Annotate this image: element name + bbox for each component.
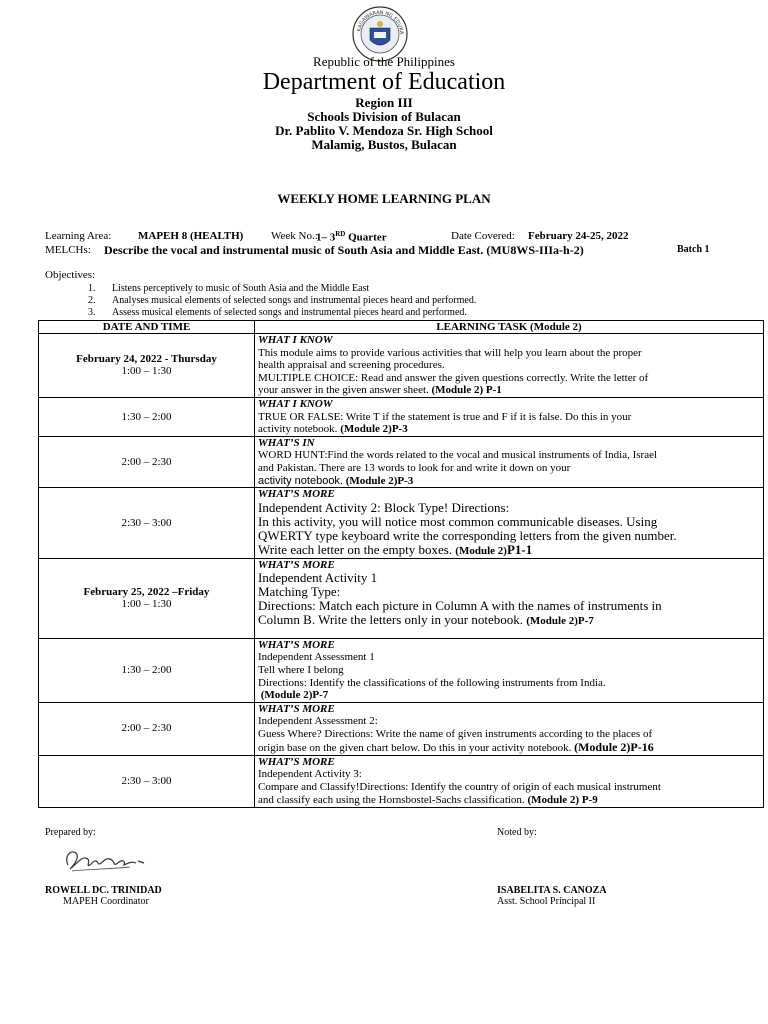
task-line: and Pakistan. There are 13 words to look for and write it down on your: [258, 461, 571, 474]
date-time-cell: [39, 755, 255, 807]
table-row: [39, 436, 764, 487]
task-line: TRUE OR FALSE: Write T if the statement is true and F if it is false. Do this in your: [258, 410, 632, 423]
task-line: origin base on the given chart below. Do this in your activity notebook. (Module 2)P-16: [258, 739, 654, 754]
date-time-cell: [39, 397, 255, 436]
module-reference: (Module 2)P-7: [526, 615, 594, 628]
task-heading: WHAT’S IN: [258, 436, 315, 449]
table-row: [39, 755, 764, 807]
task-line: Compare and Classify!Directions: Identify the country of origin of each musical instrument: [258, 780, 661, 793]
task-heading: WHAT I KNOW: [258, 334, 333, 346]
row-time: 1:00 – 1:30: [121, 598, 172, 611]
task-cell: [255, 488, 764, 559]
seal-text: KAGAWARAN NG EDUKA: [356, 9, 405, 35]
table-row: [39, 397, 764, 436]
task-line: activity notebook. (Module 2)P-3: [258, 474, 414, 487]
date-covered-label: Date Covered:: [451, 230, 515, 242]
learning-plan-table: [38, 320, 764, 808]
batch-label: Batch 1: [677, 244, 710, 255]
week-label: Week No.:: [271, 230, 318, 242]
task-line: Column B. Write the letters only in your notebook. (Module 2)P-7: [258, 612, 594, 628]
module-reference: (Module 2)P-3: [340, 423, 408, 436]
task-cell: [255, 397, 764, 436]
objectives-label: Objectives:: [45, 269, 96, 281]
module-reference: (Module 2): [455, 544, 507, 557]
task-line: Directions: Match each picture in Column A with the names of instruments in: [258, 598, 662, 614]
date-time-cell: [39, 638, 255, 702]
row-date: February 25, 2022 –Friday: [83, 585, 210, 598]
republic-line: Republic of the Philippines: [313, 54, 455, 69]
task-line: Matching Type:: [258, 584, 341, 600]
date-time-cell: [39, 436, 255, 487]
task-heading: WHAT’S MORE: [258, 638, 335, 651]
task-cell: [255, 702, 764, 755]
task-line: health appraisal and screening procedures.: [258, 359, 445, 372]
module-reference: (Module 2) P-9: [527, 793, 598, 806]
date-time-cell: [39, 702, 255, 755]
melcs-label: MELCHs:: [45, 244, 91, 256]
document-title: WEEKLY HOME LEARNING PLAN: [277, 191, 491, 206]
noted-by-role: Asst. School Principal II: [497, 896, 596, 907]
prepared-by-name: ROWELL DC. TRINIDAD: [45, 885, 162, 896]
row-time: 2:00 – 2:30: [121, 455, 172, 468]
table-row: [39, 488, 764, 559]
row-time: 1:30 – 2:00: [121, 663, 172, 676]
task-heading: WHAT I KNOW: [258, 397, 333, 410]
objective-item: 2. Analyses musical elements of selected songs and instrumental pieces heard and performed.: [88, 295, 477, 306]
task-cell: [255, 755, 764, 807]
task-line: Independent Activity 3:: [258, 768, 362, 781]
task-line: Independent Activity 2: Block Type! Directions:: [258, 499, 510, 515]
task-line: WORD HUNT:Find the words related to the vocal and musical instruments of India, Israel: [258, 449, 658, 462]
task-line: [258, 689, 760, 702]
date-time-cell: [39, 488, 255, 559]
row-time: 2:30 – 3:00: [121, 774, 172, 787]
table-row: [39, 638, 764, 702]
task-heading: WHAT’S MORE: [258, 558, 335, 571]
task-line: QWERTY type keyboard write the corresponding letters from the given number.: [258, 527, 677, 543]
row-date: February 24, 2022 - Thursday: [76, 352, 217, 365]
handwritten-signature: [60, 843, 150, 877]
task-heading: WHAT’S MORE: [258, 488, 335, 501]
objective-item: 1. Listens perceptively to music of South Asia and the Middle East: [88, 283, 370, 294]
module-reference: (Module 2) P-1: [431, 384, 502, 397]
date-time-cell: [39, 334, 255, 398]
melcs-value: Describe the vocal and instrumental music of South Asia and Middle East. (MU8WS-IIIa-h-2): [104, 243, 584, 257]
column-header-date: DATE AND TIME: [39, 321, 255, 334]
module-reference: (Module 2)P-3: [345, 474, 414, 487]
task-line: This module aims to provide various activities that will help you learn about the proper: [258, 346, 642, 359]
task-line: Independent Activity 1: [258, 570, 378, 586]
date-covered-value: February 24-25, 2022: [528, 230, 629, 242]
prepared-by-label: Prepared by:: [45, 827, 96, 838]
task-line: Write each letter on the empty boxes. (Module 2)P1-1: [258, 541, 533, 557]
address-line: Malamig, Bustos, Bulacan: [311, 137, 457, 152]
task-line: Guess Where? Directions: Write the name of given instruments according to the places of: [258, 727, 653, 740]
task-cell: [255, 558, 764, 638]
table-row: [39, 334, 764, 398]
region-line: Region III: [355, 95, 413, 110]
learning-area-value: MAPEH 8 (HEALTH): [138, 230, 244, 242]
task-line: activity notebook. (Module 2)P-3: [258, 423, 408, 436]
noted-by-name: ISABELITA S. CANOZA: [497, 885, 607, 896]
department-title: Department of Education: [262, 69, 506, 95]
task-line: In this activity, you will notice most common communicable diseases. Using: [258, 513, 658, 529]
noted-by-label: Noted by:: [497, 827, 537, 838]
task-cell: [255, 436, 764, 487]
task-cell: [255, 334, 764, 398]
task-line: Independent Assessment 2:: [258, 715, 378, 728]
task-line: and classify each using the Hornsbostel-Sachs classification. (Module 2) P-9: [258, 793, 598, 806]
date-time-cell: [39, 558, 255, 638]
column-header-task: LEARNING TASK (Module 2): [255, 321, 764, 334]
task-line: Directions: Identify the classifications of the following instruments from India.: [258, 676, 606, 689]
task-line: MULTIPLE CHOICE: Read and answer the given questions correctly. Write the letter of: [258, 371, 649, 384]
task-line: your answer in the given answer sheet. (Module 2) P-1: [258, 384, 502, 397]
row-time: 2:30 – 3:00: [121, 516, 172, 529]
task-heading: WHAT’S MORE: [258, 755, 335, 768]
week-value: 1– 3RD Quarter: [316, 230, 387, 244]
row-time: 1:30 – 2:00: [121, 410, 172, 423]
table-row: [39, 702, 764, 755]
task-line: Tell where I belong: [258, 663, 344, 676]
row-time: 1:00 – 1:30: [121, 365, 172, 378]
module-reference: (Module 2)P-7: [260, 689, 329, 702]
learning-area-label: Learning Area:: [45, 230, 112, 242]
division-line: Schools Division of Bulacan: [307, 109, 461, 124]
module-reference: (Module 2)P-16: [574, 739, 654, 754]
prepared-by-role: MAPEH Coordinator: [63, 896, 149, 907]
task-cell: [255, 638, 764, 702]
task-heading: WHAT’S MORE: [258, 702, 335, 715]
school-line: Dr. Pablito V. Mendoza Sr. High School: [275, 123, 493, 138]
objective-item: 3. Assess musical elements of selected songs and instrumental pieces heard and performed.: [88, 307, 467, 318]
table-row: [39, 558, 764, 638]
row-time: 2:00 – 2:30: [121, 722, 172, 735]
task-line: Independent Assessment 1: [258, 651, 375, 664]
